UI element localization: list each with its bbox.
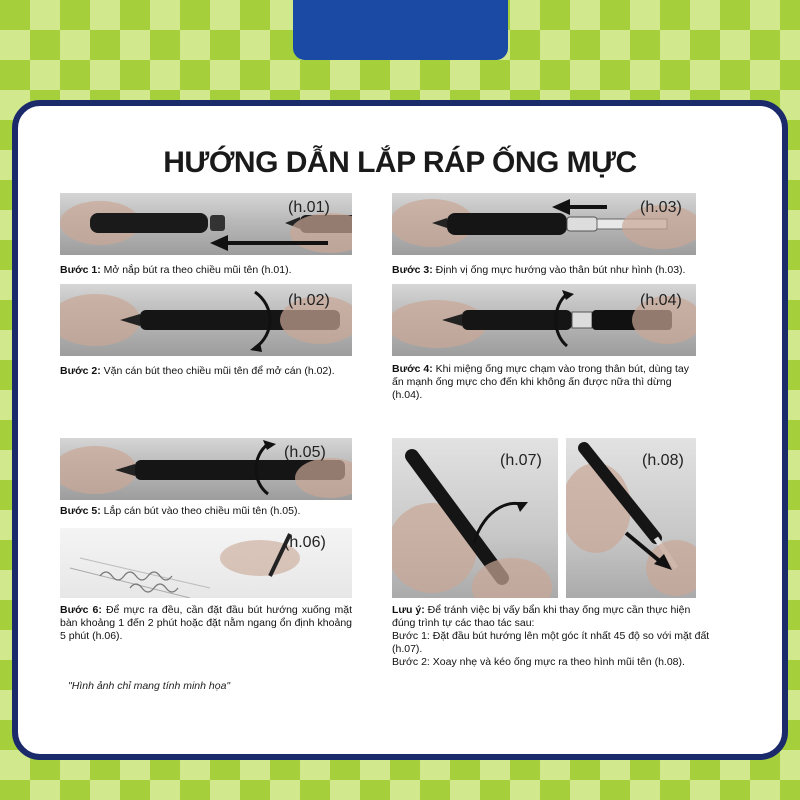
- step-6: [60, 604, 352, 643]
- page-title: HƯỚNG DẪN LẮP RÁP ỐNG MỰC: [163, 146, 637, 179]
- step-1: [60, 264, 360, 277]
- note-block: [392, 604, 712, 669]
- photo-h03: [392, 193, 696, 255]
- step-3: [392, 264, 712, 277]
- step-1-label: Bước 1:: [60, 264, 101, 276]
- label-h04: (h.04): [640, 292, 682, 309]
- step-2-text: Vặn cán bút theo chiều mũi tên để mở cán (h.02).: [100, 365, 335, 377]
- label-h01: (h.01): [288, 199, 330, 216]
- label-h02: (h.02): [288, 292, 330, 309]
- step-4-label: Bước 4:: [392, 363, 433, 375]
- label-h08: (h.08): [642, 452, 684, 469]
- label-h03: (h.03): [640, 199, 682, 216]
- step-6-text: Để mực ra đều, cần đặt đầu bút hướng xuống mặt bàn khoảng 1 đến 2 phút hoặc đặt nằm ngang ổn định khoảng 5 phút (h.06).: [60, 604, 352, 642]
- step-3-label: Bước 3:: [392, 264, 433, 276]
- photo-h08: [566, 438, 696, 598]
- note-line-1: Để tránh việc bị vấy bẩn khi thay ống mực cần thực hiện đúng trình tự các thao tác sau:: [392, 604, 691, 629]
- step-2: [60, 365, 360, 378]
- note-intro: [392, 604, 712, 630]
- photo-h04: [392, 284, 696, 356]
- step-6-label: Bước 6:: [60, 604, 102, 616]
- step-5-text: Lắp cán bút vào theo chiều mũi tên (h.05).: [100, 505, 301, 517]
- photo-h02: [60, 284, 352, 356]
- step-1-text: Mở nắp bút ra theo chiều mũi tên (h.01).: [100, 264, 292, 276]
- note-line-3: Bước 2: Xoay nhẹ và kéo ống mực ra theo hình mũi tên (h.08).: [392, 656, 685, 668]
- photo-h01: [60, 193, 352, 255]
- top-tab: [293, 0, 508, 60]
- step-5-label: Bước 5:: [60, 505, 101, 517]
- step-4-text: Khi miệng ống mực chạm vào trong thân bút, dùng tay ấn mạnh ống mực cho đến khi không ấn được nữa thì dừng (h.04).: [392, 363, 690, 401]
- disclaimer: "Hình ảnh chỉ mang tính minh họa": [68, 680, 231, 692]
- step-4: [392, 363, 702, 402]
- photo-h05: [60, 438, 352, 500]
- label-h05: (h.05): [284, 444, 326, 461]
- photo-h06: [60, 528, 352, 598]
- step-3-text: Định vị ống mực hướng vào thân bút như hình (h.03).: [432, 264, 686, 276]
- step-5: [60, 505, 360, 518]
- note-line-2: Bước 1: Đặt đầu bút hướng lên một góc ít nhất 45 độ so với mặt đất (h.07).: [392, 630, 710, 655]
- photo-h07: [392, 438, 558, 598]
- step-2-label: Bước 2:: [60, 365, 101, 377]
- label-h07: (h.07): [500, 452, 542, 469]
- label-h06: (h.06): [284, 534, 326, 551]
- note-label: Lưu ý:: [392, 604, 425, 616]
